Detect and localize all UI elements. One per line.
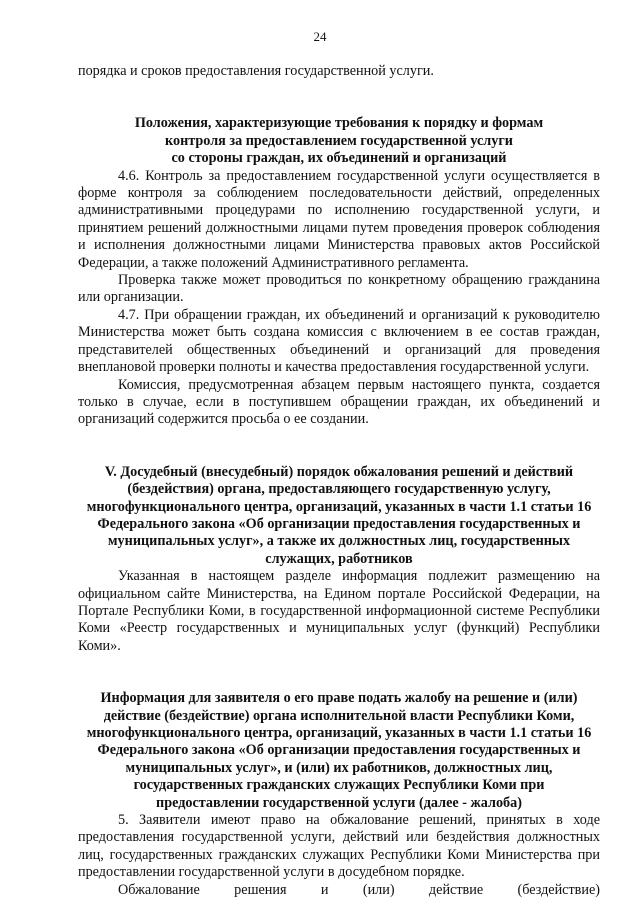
page-number: 24 [313, 29, 327, 44]
heading-line: V. Досудебный (внесудебный) порядок обжалования решений и действий [104, 463, 574, 480]
heading-line: со стороны граждан, их объединений и организаций [171, 150, 507, 167]
heading-line: Федерального закона «Об организации предоставления государственных и [97, 742, 581, 759]
heading-control-requirements [78, 115, 600, 167]
paragraph-4-6: 4.6. Контроль за предоставлением государственной услуги осуществляется в форме контроля за соблюдением последовательности действий, определенных административными процедурами по исполнению государственной услуги, и принятием решений должностными лицами путем проведения проверок соблюдения и исполнения должностными лицами Министерства правовых актов Российской Федерации, а также положений Административного регламента. [78, 167, 600, 271]
page-content [78, 63, 600, 899]
heading-section-v [78, 464, 600, 568]
paragraph-4-7: 4.7. При обращении граждан, их объединений и организаций к руководителю Министерства может быть создана комиссия с включением в ее состав граждан, представителей общественных объединений и организаций для проведения внеплановой проверки полноты и качества предоставления государственной услуги. [78, 306, 600, 376]
heading-line: контроля за предоставлением государственной услуги [165, 132, 513, 149]
paragraph-appeal: Обжалование решения и (или) действие (бездействие) [118, 881, 600, 898]
heading-complaint-info [78, 690, 600, 812]
heading-line: Положения, характеризующие требования к порядку и формам [134, 115, 544, 132]
heading-line: многофункционального центра, организаций, указанных в части 1.1 статьи 16 [86, 725, 592, 741]
heading-line: (бездействия) органа, предоставляющего государственную услугу, [127, 481, 551, 498]
heading-line: действие (бездействие) органа исполнительной власти Республики Коми, [103, 707, 575, 724]
paragraph-5: 5. Заявители имеют право на обжалование решений, принятых в ходе предоставления государственной услуги, действий или бездействия должностных лиц, государственных гражданских служащих Республики Коми Министерства при предоставлении государственной услуги в досудебном порядке. [78, 812, 600, 881]
heading-line: государственных гражданских служащих Республики Коми при [133, 777, 545, 794]
paragraph-commission: Комиссия, предусмотренная абзацем первым настоящего пункта, создается только в случае, если в поступившем обращении граждан, их объединений и организаций содержится просьба о ее создании. [78, 376, 600, 428]
heading-line: Федерального закона «Об организации предоставления государственных и [97, 515, 581, 532]
paragraph-continuation: порядка и сроков предоставления государственной услуги. [78, 63, 434, 79]
heading-line: многофункционального центра, организаций, указанных в части 1.1 статьи 16 [86, 498, 592, 515]
heading-line: предоставлении государственной услуги (далее - жалоба) [156, 794, 522, 811]
heading-line: муниципальных услуг», а также их должностных лиц, государственных [107, 533, 571, 550]
heading-line: муниципальных услуг», и (или) их работников, должностных лиц, [125, 759, 553, 776]
paragraph-check: Проверка также может проводиться по конкретному обращению гражданина или организации. [78, 272, 600, 306]
heading-line: служащих, работников [265, 550, 413, 567]
paragraph-info-placement: Указанная в настоящем разделе информация подлежит размещению на официальном сайте Министерства, на Едином портале Российской Федерации, на Портале Республики Коми, в государственной информационной системе Республики Коми «Реестр государственных и муниципальных услуг (функций) Республики Коми». [78, 568, 600, 654]
heading-line: Информация для заявителя о его праве подать жалобу на решение и (или) [100, 690, 578, 707]
